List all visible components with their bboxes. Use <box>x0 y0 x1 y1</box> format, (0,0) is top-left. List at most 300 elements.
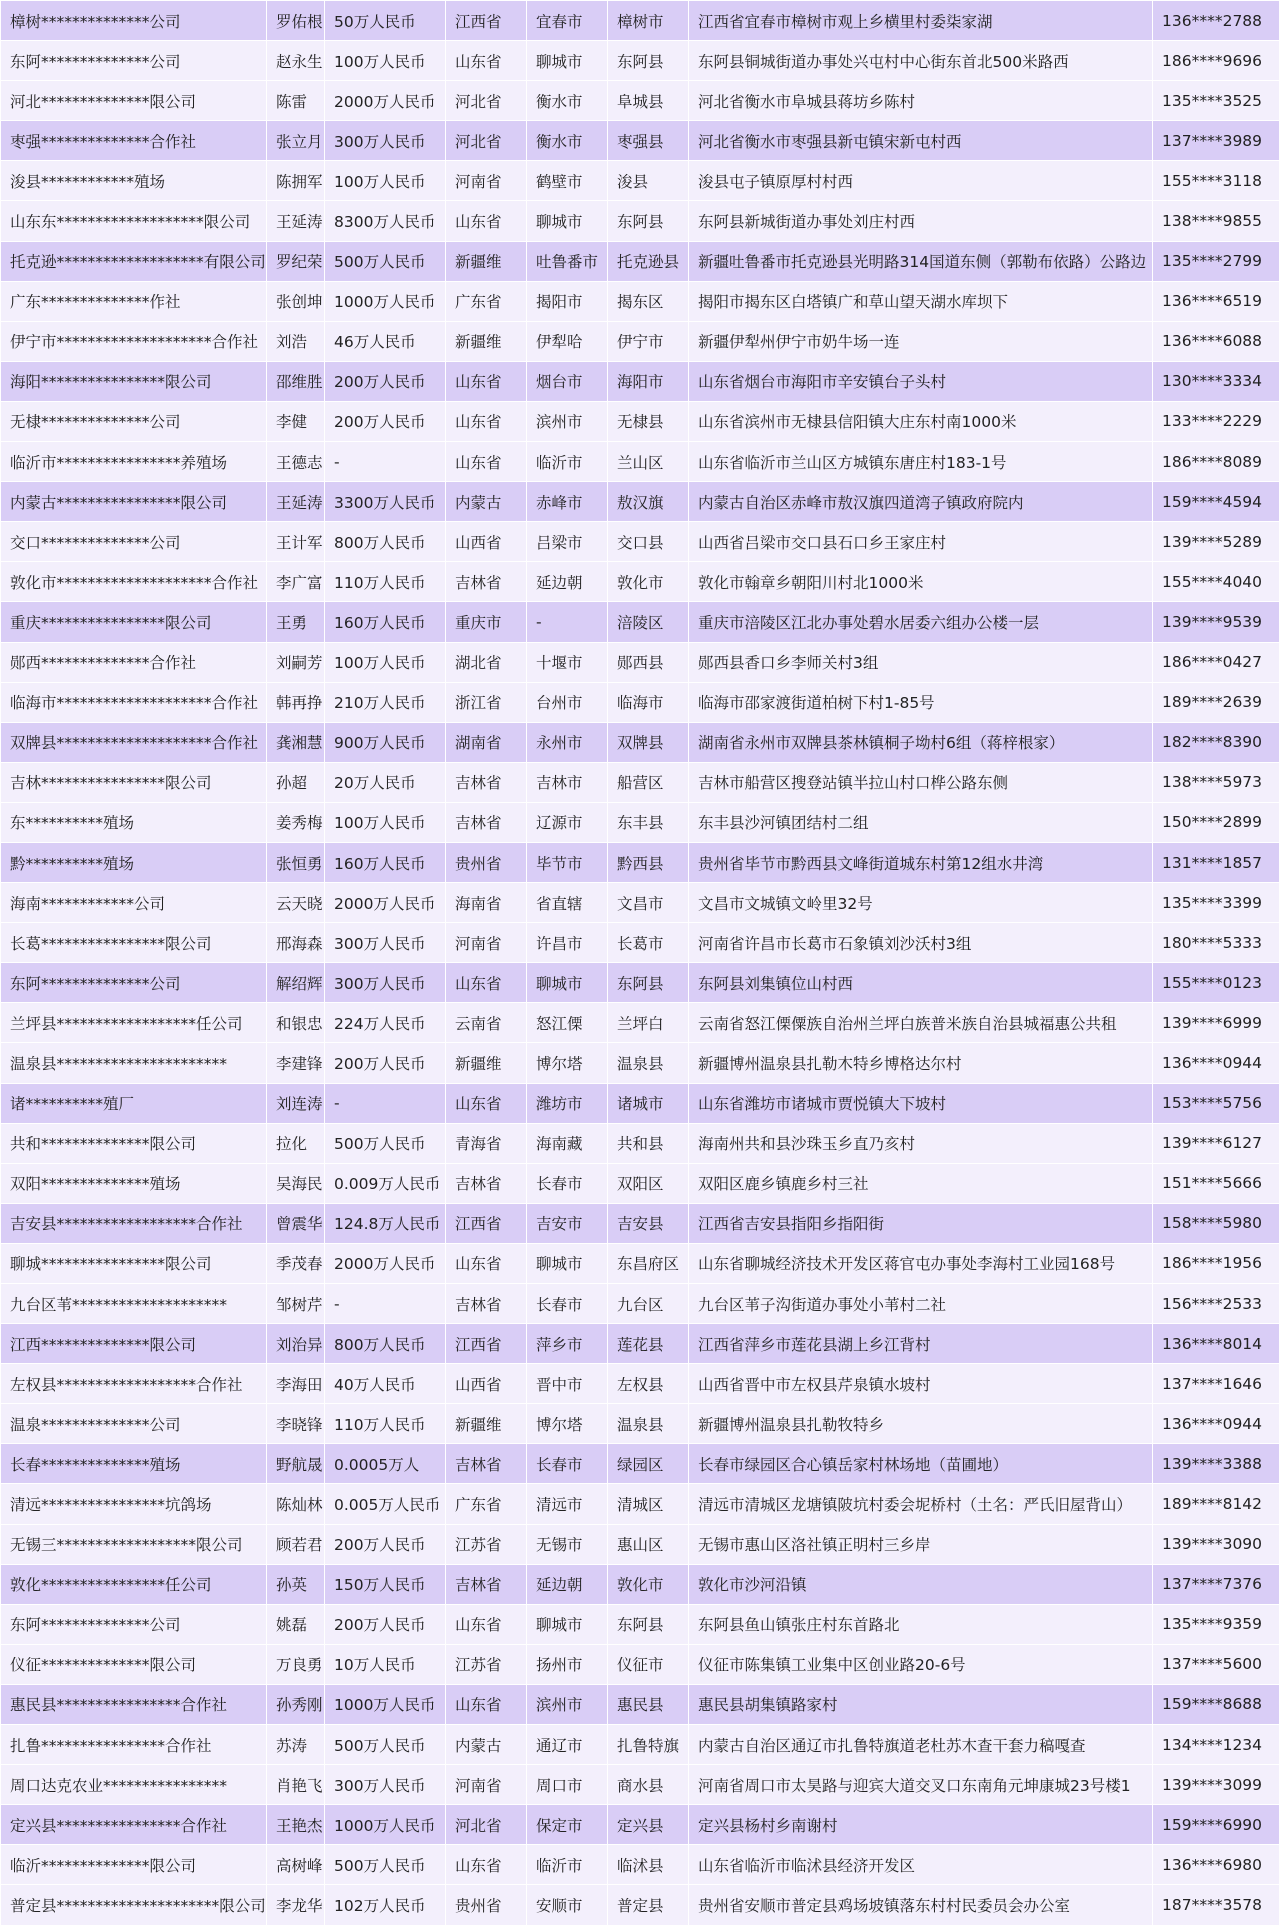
phone-cell: 189****2639 <box>1153 682 1280 722</box>
table-row <box>1 361 1280 401</box>
city-cell: 临沂市 <box>527 442 608 482</box>
table-row <box>1 1564 1280 1604</box>
city-cell: 吉林市 <box>527 762 608 802</box>
address-cell: 新疆博州温泉县扎勒木特乡博格达尔村 <box>689 1043 1153 1083</box>
registered-capital-cell: 100万人民币 <box>325 802 446 842</box>
city-cell: 清远市 <box>527 1484 608 1524</box>
city-cell: 海南藏 <box>527 1123 608 1163</box>
address-cell: 河南省许昌市长葛市石象镇刘沙沃村3组 <box>689 923 1153 963</box>
county-cell: 托克逊县 <box>608 241 689 281</box>
province-cell: 山东省 <box>446 963 527 1003</box>
registered-capital-cell: 200万人民币 <box>325 1043 446 1083</box>
county-cell: 温泉县 <box>608 1043 689 1083</box>
province-cell: 江西省 <box>446 1203 527 1243</box>
phone-cell: 130****3334 <box>1153 361 1280 401</box>
table-row <box>1 802 1280 842</box>
county-cell: 东阿县 <box>608 963 689 1003</box>
county-cell: 惠山区 <box>608 1524 689 1564</box>
company-name-cell: 温泉县********************** <box>1 1043 267 1083</box>
city-cell: 聊城市 <box>527 1604 608 1644</box>
phone-cell: 182****8390 <box>1153 722 1280 762</box>
city-cell: 长春市 <box>527 1163 608 1203</box>
company-name-cell: 江西**************限公司 <box>1 1324 267 1364</box>
legal-person-cell: 张恒勇 <box>267 842 325 882</box>
address-cell: 重庆市涪陵区江北办事处碧水居委六组办公楼一层 <box>689 602 1153 642</box>
registered-capital-cell: 124.8万人民币 <box>325 1203 446 1243</box>
county-cell: 商水县 <box>608 1765 689 1805</box>
registered-capital-cell: 100万人民币 <box>325 161 446 201</box>
province-cell: 山东省 <box>446 41 527 81</box>
address-cell: 清远市清城区龙塘镇陂坑村委会坭桥村（土名：严氏旧屋背山） <box>689 1484 1153 1524</box>
province-cell: 山西省 <box>446 522 527 562</box>
company-name-cell: 浚县************殖场 <box>1 161 267 201</box>
city-cell: 辽源市 <box>527 802 608 842</box>
company-name-cell: 内蒙古****************限公司 <box>1 482 267 522</box>
table-row <box>1 161 1280 201</box>
address-cell: 临海市邵家渡街道柏树下村1-85号 <box>689 682 1153 722</box>
registered-capital-cell: 0.0005万人 <box>325 1444 446 1484</box>
phone-cell: 136****6980 <box>1153 1845 1280 1885</box>
address-cell: 九台区苇子沟街道办事处小苇村二社 <box>689 1284 1153 1324</box>
address-cell: 新疆吐鲁番市托克逊县光明路314国道东侧（郭勒布依路）公路边 <box>689 241 1153 281</box>
county-cell: 双牌县 <box>608 722 689 762</box>
company-name-cell: 共和**************限公司 <box>1 1123 267 1163</box>
phone-cell: 135****2799 <box>1153 241 1280 281</box>
province-cell: 江西省 <box>446 1 527 41</box>
address-cell: 长春市绿园区合心镇岳家村林场地（苗圃地） <box>689 1444 1153 1484</box>
registered-capital-cell: 2000万人民币 <box>325 1243 446 1283</box>
registered-capital-cell: 300万人民币 <box>325 963 446 1003</box>
legal-person-cell: 王德志 <box>267 442 325 482</box>
table-row <box>1 1885 1280 1925</box>
company-name-cell: 扎鲁****************合作社 <box>1 1725 267 1765</box>
city-cell: 赤峰市 <box>527 482 608 522</box>
county-cell: 临海市 <box>608 682 689 722</box>
province-cell: 内蒙古 <box>446 1725 527 1765</box>
address-cell: 山东省临沂市兰山区方城镇东唐庄村183-1号 <box>689 442 1153 482</box>
legal-person-cell: 孙超 <box>267 762 325 802</box>
table-row <box>1 442 1280 482</box>
province-cell: 江苏省 <box>446 1644 527 1684</box>
county-cell: 敖汉旗 <box>608 482 689 522</box>
province-cell: 云南省 <box>446 1003 527 1043</box>
company-name-cell: 温泉**************公司 <box>1 1404 267 1444</box>
registered-capital-cell: 2000万人民币 <box>325 883 446 923</box>
company-name-cell: 枣强**************合作社 <box>1 121 267 161</box>
table-row <box>1 1444 1280 1484</box>
address-cell: 定兴县杨村乡南谢村 <box>689 1805 1153 1845</box>
address-cell: 双阳区鹿乡镇鹿乡村三社 <box>689 1163 1153 1203</box>
table-row <box>1 963 1280 1003</box>
province-cell: 贵州省 <box>446 842 527 882</box>
city-cell: 博尔塔 <box>527 1043 608 1083</box>
city-cell: 延边朝 <box>527 1564 608 1604</box>
phone-cell: 137****1646 <box>1153 1364 1280 1404</box>
company-name-cell: 清远****************坑鸽场 <box>1 1484 267 1524</box>
company-name-cell: 郧西**************合作社 <box>1 642 267 682</box>
table-row <box>1 1083 1280 1123</box>
registered-capital-cell: 0.005万人民币 <box>325 1484 446 1524</box>
table-row <box>1 41 1280 81</box>
address-cell: 仪征市陈集镇工业集中区创业路20-6号 <box>689 1644 1153 1684</box>
address-cell: 河北省衡水市枣强县新屯镇宋新屯村西 <box>689 121 1153 161</box>
legal-person-cell: 邹树芹 <box>267 1284 325 1324</box>
city-cell: 烟台市 <box>527 361 608 401</box>
address-cell: 浚县屯子镇原厚村村西 <box>689 161 1153 201</box>
company-name-cell: 伊宁市********************合作社 <box>1 321 267 361</box>
county-cell: 九台区 <box>608 1284 689 1324</box>
province-cell: 新疆维 <box>446 321 527 361</box>
registered-capital-cell: 210万人民币 <box>325 682 446 722</box>
registered-capital-cell: 0.009万人民币 <box>325 1163 446 1203</box>
city-cell: 吐鲁番市 <box>527 241 608 281</box>
province-cell: 河南省 <box>446 161 527 201</box>
legal-person-cell: 和银忠 <box>267 1003 325 1043</box>
registered-capital-cell: 1000万人民币 <box>325 1805 446 1845</box>
company-name-cell: 惠民县****************合作社 <box>1 1684 267 1724</box>
company-name-cell: 托克逊*******************有限公司 <box>1 241 267 281</box>
phone-cell: 136****6519 <box>1153 281 1280 321</box>
company-name-cell: 海南************公司 <box>1 883 267 923</box>
province-cell: 江苏省 <box>446 1524 527 1564</box>
phone-cell: 186****0427 <box>1153 642 1280 682</box>
province-cell: 青海省 <box>446 1123 527 1163</box>
address-cell: 无锡市惠山区洛社镇正明村三乡岸 <box>689 1524 1153 1564</box>
company-name-cell: 周口达克农业**************** <box>1 1765 267 1805</box>
registered-capital-cell: 300万人民币 <box>325 923 446 963</box>
table-row <box>1 1 1280 41</box>
city-cell: 聊城市 <box>527 201 608 241</box>
phone-cell: 139****6127 <box>1153 1123 1280 1163</box>
phone-cell: 136****8014 <box>1153 1324 1280 1364</box>
legal-person-cell: 李晓锋 <box>267 1404 325 1444</box>
county-cell: 临沭县 <box>608 1845 689 1885</box>
table-row <box>1 1484 1280 1524</box>
table-row <box>1 1644 1280 1684</box>
address-cell: 内蒙古自治区通辽市扎鲁特旗道老杜苏木查干套力稿嘎查 <box>689 1725 1153 1765</box>
company-name-cell: 重庆****************限公司 <box>1 602 267 642</box>
registered-capital-cell: 500万人民币 <box>325 1845 446 1885</box>
company-name-cell: 广东**************作社 <box>1 281 267 321</box>
address-cell: 东阿县新城街道办事处刘庄村西 <box>689 201 1153 241</box>
phone-cell: 159****8688 <box>1153 1684 1280 1724</box>
table-row <box>1 1765 1280 1805</box>
phone-cell: 155****0123 <box>1153 963 1280 1003</box>
table-row <box>1 522 1280 562</box>
registered-capital-cell: 100万人民币 <box>325 642 446 682</box>
table-row <box>1 1725 1280 1765</box>
table-row <box>1 281 1280 321</box>
phone-cell: 151****5666 <box>1153 1163 1280 1203</box>
city-cell: 无锡市 <box>527 1524 608 1564</box>
table-row <box>1 1364 1280 1404</box>
legal-person-cell: 邢海森 <box>267 923 325 963</box>
province-cell: 浙江省 <box>446 682 527 722</box>
legal-person-cell: 李健 <box>267 401 325 441</box>
table-row <box>1 722 1280 762</box>
city-cell: 十堰市 <box>527 642 608 682</box>
county-cell: 黔西县 <box>608 842 689 882</box>
phone-cell: 135****9359 <box>1153 1604 1280 1644</box>
registered-capital-cell: - <box>325 1284 446 1324</box>
address-cell: 郧西县香口乡李师关村3组 <box>689 642 1153 682</box>
table-row <box>1 842 1280 882</box>
table-row <box>1 562 1280 602</box>
legal-person-cell: 刘连涛 <box>267 1083 325 1123</box>
table-row <box>1 642 1280 682</box>
county-cell: 东丰县 <box>608 802 689 842</box>
table-row <box>1 923 1280 963</box>
address-cell: 河北省衡水市阜城县蒋坊乡陈村 <box>689 81 1153 121</box>
province-cell: 山东省 <box>446 1083 527 1123</box>
legal-person-cell: 罗佑根 <box>267 1 325 41</box>
province-cell: 海南省 <box>446 883 527 923</box>
address-cell: 东阿县鱼山镇张庄村东首路北 <box>689 1604 1153 1644</box>
phone-cell: 131****1857 <box>1153 842 1280 882</box>
registered-capital-cell: 200万人民币 <box>325 401 446 441</box>
legal-person-cell: 高树峰 <box>267 1845 325 1885</box>
city-cell: 长春市 <box>527 1284 608 1324</box>
city-cell: 永州市 <box>527 722 608 762</box>
province-cell: 新疆维 <box>446 241 527 281</box>
city-cell: 博尔塔 <box>527 1404 608 1444</box>
company-name-cell: 无锡三******************限公司 <box>1 1524 267 1564</box>
phone-cell: 139****3099 <box>1153 1765 1280 1805</box>
address-cell: 山东省聊城经济技术开发区蒋官屯办事处李海村工业园168号 <box>689 1243 1153 1283</box>
table-row <box>1 401 1280 441</box>
legal-person-cell: 姜秀梅 <box>267 802 325 842</box>
county-cell: 交口县 <box>608 522 689 562</box>
table-row <box>1 321 1280 361</box>
province-cell: 吉林省 <box>446 562 527 602</box>
company-name-cell: 敦化****************任公司 <box>1 1564 267 1604</box>
city-cell: 滨州市 <box>527 1684 608 1724</box>
phone-cell: 156****2533 <box>1153 1284 1280 1324</box>
phone-cell: 150****2899 <box>1153 802 1280 842</box>
registered-capital-cell: 160万人民币 <box>325 602 446 642</box>
county-cell: 惠民县 <box>608 1684 689 1724</box>
province-cell: 广东省 <box>446 281 527 321</box>
address-cell: 江西省宜春市樟树市观上乡横里村委柒家湖 <box>689 1 1153 41</box>
registered-capital-cell: 300万人民币 <box>325 121 446 161</box>
legal-person-cell: 罗纪荣 <box>267 241 325 281</box>
province-cell: 山东省 <box>446 1684 527 1724</box>
company-name-cell: 仪征**************限公司 <box>1 1644 267 1684</box>
province-cell: 吉林省 <box>446 1564 527 1604</box>
registered-capital-cell: 500万人民币 <box>325 241 446 281</box>
county-cell: 敦化市 <box>608 1564 689 1604</box>
legal-person-cell: 野航晟 <box>267 1444 325 1484</box>
province-cell: 山东省 <box>446 401 527 441</box>
table-row <box>1 602 1280 642</box>
city-cell: - <box>527 602 608 642</box>
county-cell: 涪陵区 <box>608 602 689 642</box>
phone-cell: 137****3989 <box>1153 121 1280 161</box>
table-row <box>1 1604 1280 1644</box>
city-cell: 毕节市 <box>527 842 608 882</box>
phone-cell: 187****3578 <box>1153 1885 1280 1925</box>
company-name-cell: 吉林****************限公司 <box>1 762 267 802</box>
city-cell: 周口市 <box>527 1765 608 1805</box>
address-cell: 东阿县铜城街道办事处兴屯村中心街东首北500米路西 <box>689 41 1153 81</box>
city-cell: 省直辖 <box>527 883 608 923</box>
city-cell: 怒江傈 <box>527 1003 608 1043</box>
address-cell: 山西省吕梁市交口县石口乡王家庄村 <box>689 522 1153 562</box>
county-cell: 东阿县 <box>608 201 689 241</box>
county-cell: 阜城县 <box>608 81 689 121</box>
company-name-cell: 临海市********************合作社 <box>1 682 267 722</box>
table-row <box>1 762 1280 802</box>
province-cell: 河北省 <box>446 81 527 121</box>
legal-person-cell: 吴海民 <box>267 1163 325 1203</box>
province-cell: 吉林省 <box>446 1163 527 1203</box>
company-name-cell: 普定县*********************限公司 <box>1 1885 267 1925</box>
registered-capital-cell: 200万人民币 <box>325 1604 446 1644</box>
table-row <box>1 121 1280 161</box>
phone-cell: 155****4040 <box>1153 562 1280 602</box>
city-cell: 许昌市 <box>527 923 608 963</box>
address-cell: 山东省潍坊市诸城市贾悦镇大下坡村 <box>689 1083 1153 1123</box>
county-cell: 诸城市 <box>608 1083 689 1123</box>
phone-cell: 134****1234 <box>1153 1725 1280 1765</box>
company-name-cell: 东阿**************公司 <box>1 41 267 81</box>
company-name-cell: 长春**************殖场 <box>1 1444 267 1484</box>
legal-person-cell: 赵永生 <box>267 41 325 81</box>
company-name-cell: 交口**************公司 <box>1 522 267 562</box>
legal-person-cell: 李龙华 <box>267 1885 325 1925</box>
county-cell: 揭东区 <box>608 281 689 321</box>
city-cell: 宜春市 <box>527 1 608 41</box>
address-cell: 东丰县沙河镇团结村二组 <box>689 802 1153 842</box>
city-cell: 衡水市 <box>527 121 608 161</box>
table-row <box>1 682 1280 722</box>
province-cell: 新疆维 <box>446 1404 527 1444</box>
legal-person-cell: 肖艳飞 <box>267 1765 325 1805</box>
registered-capital-cell: 150万人民币 <box>325 1564 446 1604</box>
province-cell: 重庆市 <box>446 602 527 642</box>
registered-capital-cell: 800万人民币 <box>325 1324 446 1364</box>
county-cell: 定兴县 <box>608 1805 689 1845</box>
city-cell: 伊犁哈 <box>527 321 608 361</box>
county-cell: 郧西县 <box>608 642 689 682</box>
legal-person-cell: 王勇 <box>267 602 325 642</box>
registered-capital-cell: 900万人民币 <box>325 722 446 762</box>
county-cell: 双阳区 <box>608 1163 689 1203</box>
registered-capital-cell: 8300万人民币 <box>325 201 446 241</box>
county-cell: 船营区 <box>608 762 689 802</box>
city-cell: 长春市 <box>527 1444 608 1484</box>
table-row <box>1 81 1280 121</box>
phone-cell: 159****4594 <box>1153 482 1280 522</box>
address-cell: 吉林市船营区搜登站镇半拉山村口桦公路东侧 <box>689 762 1153 802</box>
registered-capital-cell: 1000万人民币 <box>325 281 446 321</box>
phone-cell: 135****3525 <box>1153 81 1280 121</box>
phone-cell: 153****5756 <box>1153 1083 1280 1123</box>
province-cell: 广东省 <box>446 1484 527 1524</box>
company-name-cell: 双牌县********************合作社 <box>1 722 267 762</box>
legal-person-cell: 龚湘慧 <box>267 722 325 762</box>
city-cell: 聊城市 <box>527 1243 608 1283</box>
county-cell: 清城区 <box>608 1484 689 1524</box>
address-cell: 惠民县胡集镇路家村 <box>689 1684 1153 1724</box>
company-name-cell: 敦化市********************合作社 <box>1 562 267 602</box>
registered-capital-cell: 20万人民币 <box>325 762 446 802</box>
address-cell: 山东省临沂市临沭县经济开发区 <box>689 1845 1153 1885</box>
registered-capital-cell: 224万人民币 <box>325 1003 446 1043</box>
city-cell: 滨州市 <box>527 401 608 441</box>
company-name-cell: 东**********殖场 <box>1 802 267 842</box>
table-row <box>1 482 1280 522</box>
registered-capital-cell: 10万人民币 <box>325 1644 446 1684</box>
province-cell: 山东省 <box>446 1845 527 1885</box>
registered-capital-cell: 500万人民币 <box>325 1123 446 1163</box>
table-row <box>1 1163 1280 1203</box>
address-cell: 海南州共和县沙珠玉乡直乃亥村 <box>689 1123 1153 1163</box>
legal-person-cell: 陈拥军 <box>267 161 325 201</box>
phone-cell: 138****9855 <box>1153 201 1280 241</box>
county-cell: 伊宁市 <box>608 321 689 361</box>
phone-cell: 155****3118 <box>1153 161 1280 201</box>
table-row <box>1 1404 1280 1444</box>
legal-person-cell: 刘治异 <box>267 1324 325 1364</box>
phone-cell: 139****3388 <box>1153 1444 1280 1484</box>
legal-person-cell: 刘浩 <box>267 321 325 361</box>
registered-capital-cell: 100万人民币 <box>325 41 446 81</box>
company-name-cell: 左权县******************合作社 <box>1 1364 267 1404</box>
phone-cell: 136****6088 <box>1153 321 1280 361</box>
table-row <box>1 241 1280 281</box>
company-name-cell: 长葛****************限公司 <box>1 923 267 963</box>
registered-capital-cell: 800万人民币 <box>325 522 446 562</box>
phone-cell: 139****9539 <box>1153 602 1280 642</box>
city-cell: 安顺市 <box>527 1885 608 1925</box>
phone-cell: 186****9696 <box>1153 41 1280 81</box>
province-cell: 山西省 <box>446 1364 527 1404</box>
province-cell: 贵州省 <box>446 1885 527 1925</box>
phone-cell: 139****3090 <box>1153 1524 1280 1564</box>
county-cell: 敦化市 <box>608 562 689 602</box>
legal-person-cell: 云天晓 <box>267 883 325 923</box>
province-cell: 湖南省 <box>446 722 527 762</box>
legal-person-cell: 邵维胜 <box>267 361 325 401</box>
legal-person-cell: 顾若君 <box>267 1524 325 1564</box>
registered-capital-cell: 50万人民币 <box>325 1 446 41</box>
province-cell: 山东省 <box>446 201 527 241</box>
city-cell: 保定市 <box>527 1805 608 1845</box>
city-cell: 衡水市 <box>527 81 608 121</box>
registered-capital-cell: 160万人民币 <box>325 842 446 882</box>
phone-cell: 189****8142 <box>1153 1484 1280 1524</box>
phone-cell: 158****5980 <box>1153 1203 1280 1243</box>
company-name-cell: 九台区苇******************** <box>1 1284 267 1324</box>
table-row <box>1 201 1280 241</box>
province-cell: 吉林省 <box>446 1444 527 1484</box>
province-cell: 湖北省 <box>446 642 527 682</box>
province-cell: 山东省 <box>446 1604 527 1644</box>
address-cell: 新疆博州温泉县扎勒牧特乡 <box>689 1404 1153 1444</box>
company-name-cell: 樟树**************公司 <box>1 1 267 41</box>
legal-person-cell: 万良勇 <box>267 1644 325 1684</box>
county-cell: 仪征市 <box>608 1644 689 1684</box>
legal-person-cell: 王延涛 <box>267 201 325 241</box>
registered-capital-cell: 3300万人民币 <box>325 482 446 522</box>
address-cell: 文昌市文城镇文岭里32号 <box>689 883 1153 923</box>
legal-person-cell: 姚磊 <box>267 1604 325 1644</box>
table-row <box>1 1043 1280 1083</box>
city-cell: 台州市 <box>527 682 608 722</box>
province-cell: 吉林省 <box>446 1284 527 1324</box>
city-cell: 通辽市 <box>527 1725 608 1765</box>
